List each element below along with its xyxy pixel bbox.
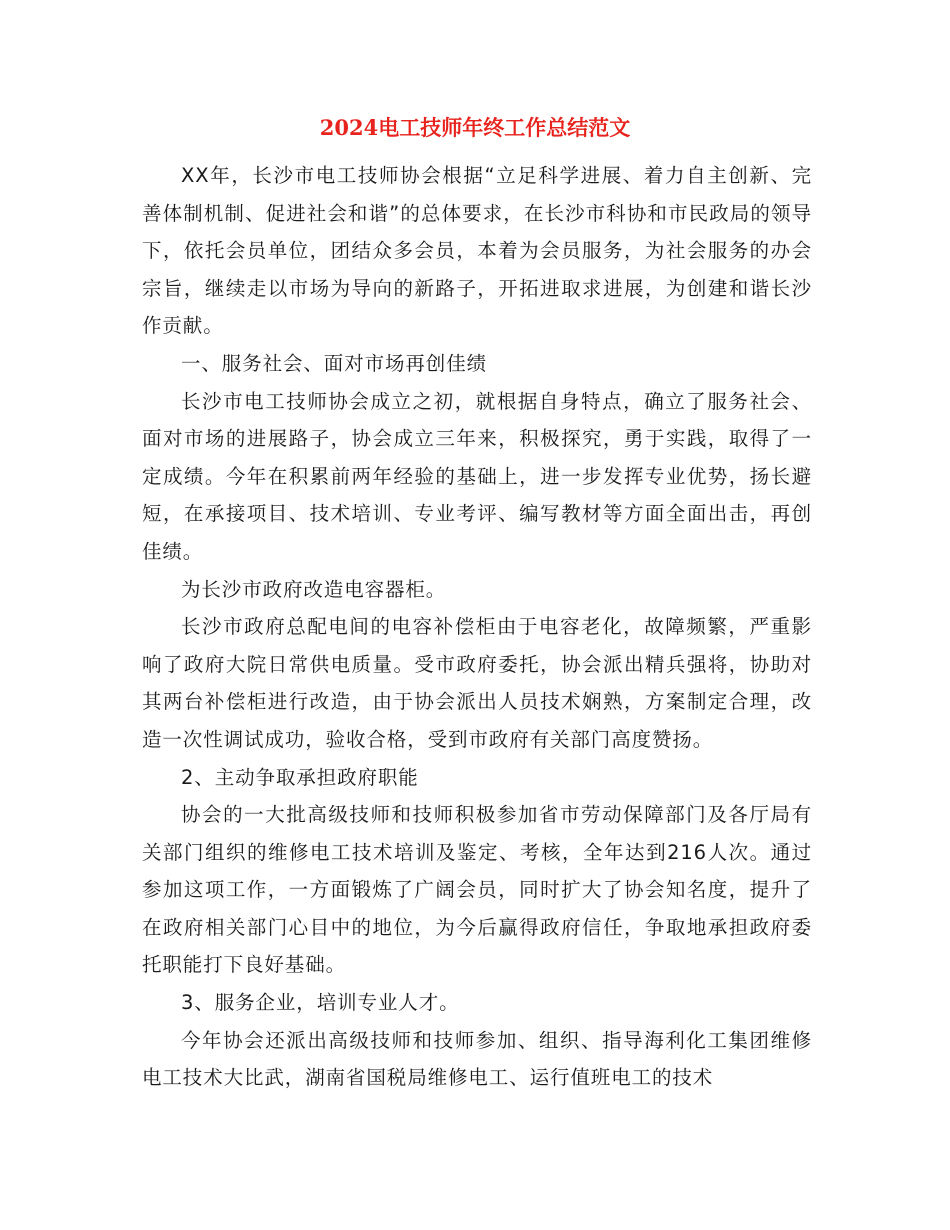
subheading-3: 3、服务企业，培训专业人才。: [181, 991, 460, 1015]
paragraph-section-1: 长沙市电工技师协会成立之初，就根据自身特点，确立了服务社会、面对市场的进展路子，协会成立三年来，积极探究，勇于实践，取得了一定成绩。今年在积累前两年经验的基础上，进一步发挥专业优势，扬长避短，在承接项目、技术培训、专业考评、编写教材等方面全面出击，再创佳绩。: [142, 389, 812, 563]
document-title: 2024电工技师年终工作总结范文: [319, 115, 631, 140]
subheading-capacitor-cabinet: 为长沙市政府改造电容器柜。: [181, 577, 447, 601]
subheading-2: 2、主动争取承担政府职能: [181, 765, 419, 789]
document-body: [142, 157, 812, 1097]
paragraph-intro: XX年，长沙市电工技师协会根据“立足科学进展、着力自主创新、完善体制机制、促进社会和谐”的总体要求，在长沙市科协和市民政局的领导下，依托会员单位，团结众多会员，本着为会员服务，为社会服务的办会宗旨，继续走以市场为导向的新路子，开拓进取求进展，为创建和谐长沙作贡献。: [142, 164, 812, 338]
paragraph-enterprise-training: 今年协会还派出高级技师和技师参加、组织、指导海利化工集团维修电工技术大比武，湖南省国税局维修电工、运行值班电工的技术: [142, 1028, 812, 1090]
paragraph-government-functions: 协会的一大批高级技师和技师积极参加省市劳动保障部门及各厅局有关部门组织的维修电工技术培训及鉴定、考核，全年达到216人次。通过参加这项工作，一方面锻炼了广阔会员，同时扩大了协会知名度，提升了在政府相关部门心目中的地位，为今后赢得政府信任，争取地承担政府委托职能打下良好基础。: [142, 803, 812, 977]
paragraph-capacitor-cabinet: 长沙市政府总配电间的电容补偿柜由于电容老化，故障频繁，严重影响了政府大院日常供电质量。受市政府委托，协会派出精兵强将，协助对其两台补偿柜进行改造，由于协会派出人员技术娴熟，方案制定合理，改造一次性调试成功，验收合格，受到市政府有关部门高度赞扬。: [142, 615, 812, 751]
section-heading-1: 一、服务社会、面对市场再创佳绩: [181, 351, 488, 375]
